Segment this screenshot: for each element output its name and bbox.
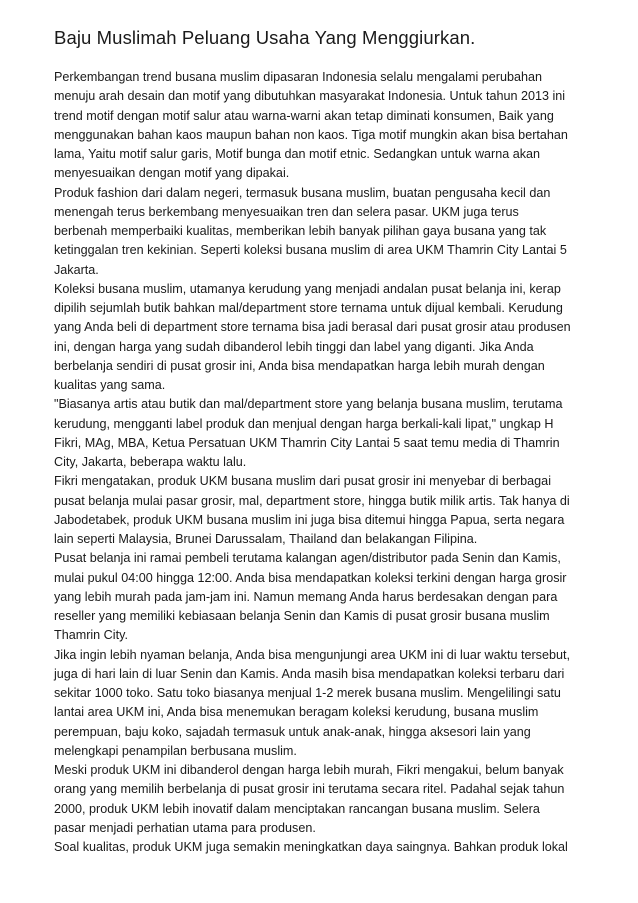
text-line: menuju arah desain dan motif yang dibutuhkan masyarakat Indonesia. Untuk tahun 2013 ini	[54, 89, 566, 104]
text-line: lain seperti Malaysia, Brunei Darussalam, Thailand dan belakangan Filipina.	[54, 532, 478, 546]
text-line: lantai area UKM ini, Anda bisa menemukan beragam koleksi kerudung, busana muslim	[54, 705, 539, 720]
text-line: Fikri mengatakan, produk UKM busana muslim dari pusat grosir ini menyebar di berbagai	[54, 474, 551, 489]
text-line: kualitas yang sama.	[54, 378, 166, 392]
text-line: Koleksi busana muslim, utamanya kerudung yang menjadi andalan pusat belanja ini, kerap	[54, 281, 561, 296]
text-line: trend motif dengan motif salur atau warna-warni akan tetap diminati konsumen, Baik yang	[54, 108, 554, 123]
text-line: sekitar 1000 toko. Satu toko biasanya menjual 1-2 merek busana muslim. Mengelilingi satu	[54, 686, 561, 700]
text-line: yang Anda beli di department store ternama bisa jadi berasal dari pusat grosir atau produsen	[54, 320, 571, 335]
text-line: menengah terus berkembang menyesuaikan tren dan selera pasar. UKM juga terus	[54, 204, 519, 219]
document-title: Baju Muslimah Peluang Usaha Yang Menggiurkan.	[54, 27, 476, 48]
text-line: kerudung, mengganti label produk dan menjual dengan harga berkali-kali lipat," ungkap H	[54, 416, 554, 431]
text-line: Pusat belanja ini ramai pembeli terutama kalangan agen/distributor pada Senin dan Kamis,	[54, 551, 561, 566]
text-line: City, Jakarta, beberapa waktu lalu.	[54, 455, 247, 469]
text-line: Jakarta.	[54, 262, 99, 277]
text-line: Jabodetabek, produk UKM busana muslim ini juga bisa ditemui hingga Papua, serta negara	[54, 512, 565, 527]
text-line: pasar menjadi perhatian utama para produsen.	[54, 820, 316, 835]
text-line: ini, dengan harga yang sudah dibanderol lebih tinggi dan label yang diganti. Jika Anda	[54, 339, 534, 354]
text-line: perempuan, baju koko, sajadah termasuk untuk anak-anak, hingga aksesori lain yang	[54, 724, 531, 739]
text-line: "Biasanya artis atau butik dan mal/department store yang belanja busana muslim, terutama	[54, 397, 563, 412]
text-line: Soal kualitas, produk UKM juga semakin meningkatkan daya saingnya. Bahkan produk lokal	[54, 840, 568, 854]
article-body	[54, 68, 590, 857]
text-line: reseller yang memiliki kebiasaan belanja Senin dan Kamis di pusat grosir busana muslim	[54, 609, 550, 623]
text-line: 2000, produk UKM lebih inovatif dalam menciptakan rancangan busana muslim. Selera	[54, 801, 540, 816]
text-line: melengkapi penampilan berbusana muslim.	[54, 743, 297, 758]
text-line: berbelanja sendiri di pusat grosir ini, Anda bisa mendapatkan harga lebih murah dengan	[54, 358, 545, 373]
text-line: Perkembangan trend busana muslim dipasaran Indonesia selalu mengalami perubahan	[54, 70, 542, 84]
text-line: menggunakan bahan kaos maupun bahan non kaos. Tiga motif mungkin akan bisa bertahan	[54, 127, 568, 142]
text-line: Meski produk UKM ini dibanderol dengan harga lebih murah, Fikri mengakui, belum banyak	[54, 763, 564, 777]
text-line: menyesuaikan dengan motif yang dipakai.	[54, 166, 290, 181]
text-line: orang yang memilih berbelanja di pusat grosir ini terutama secara ritel. Padahal sejak tahun	[54, 782, 565, 797]
text-line: juga di hari lain di luar Senin dan Kamis. Anda masih bisa mendapatkan koleksi terbaru dari	[54, 666, 565, 681]
text-line: Produk fashion dari dalam negeri, termasuk busana muslim, buatan pengusaha kecil dan	[54, 185, 551, 200]
text-line: pusat belanja mulai pasar grosir, mal, department store, hingga butik milik artis. Tak hanya di	[54, 493, 570, 508]
text-line: lama, Yaitu motif salur garis, Motif bunga dan motif etnic. Sedangkan untuk warna akan	[54, 147, 541, 161]
text-line: mulai pukul 04:00 hingga 12:00. Anda bisa mendapatkan koleksi terkini dengan harga grosir	[54, 570, 567, 585]
text-line: Fikri, MAg, MBA, Ketua Persatuan UKM Thamrin City Lantai 5 saat temu media di Thamrin	[54, 435, 560, 450]
text-line: Thamrin City.	[54, 628, 128, 643]
text-line: yang lebih murah pada jam-jam ini. Namun memang Anda harus berdesakan dengan para	[54, 589, 558, 604]
text-line: dipilih sejumlah butik bahkan mal/department store ternama untuk dijual kembali. Kerudung	[54, 301, 563, 315]
text-line: ketinggalan tren kekinian. Seperti koleksi busana muslim di area UKM Thamrin City Lantai 5	[54, 243, 567, 258]
text-line: berbenah memperbaiki kualitas, memberikan lebih banyak pilihan gaya busana yang tak	[54, 224, 547, 238]
text-line: Jika ingin lebih nyaman belanja, Anda bisa mengunjungi area UKM ini di luar waktu tersebut,	[54, 647, 570, 662]
